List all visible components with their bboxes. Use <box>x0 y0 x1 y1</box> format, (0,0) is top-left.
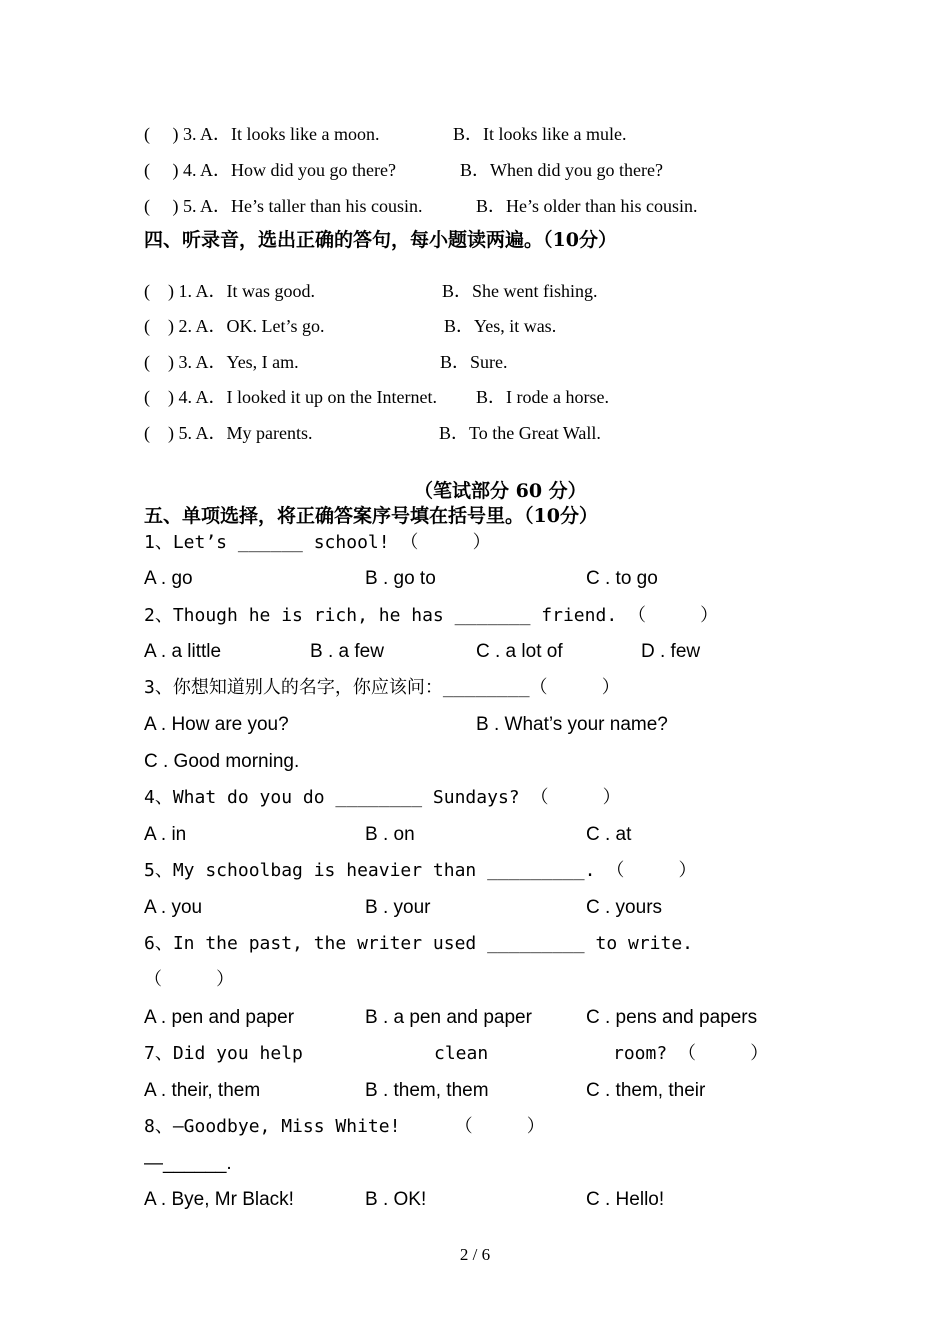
question-4-4-option-b: B．I rode a horse. <box>476 387 609 407</box>
question-5-3-stem: 3、你想知道别人的名字，你应该问：________（ ） <box>144 677 620 698</box>
question-5-6-answer-bracket: （ ） <box>144 969 235 990</box>
question-3-5-option-b: B．He’s older than his cousin. <box>476 196 698 216</box>
question-5-2-option-b: B . a few <box>310 641 384 662</box>
question-4-1-stem: ( ) 1. A．It was good. <box>144 281 315 301</box>
question-5-7-stem-part3: room? （ ） <box>613 1043 769 1064</box>
question-4-5-option-b: B．To the Great Wall. <box>439 423 601 443</box>
question-4-2-stem: ( ) 2. A．OK. Let’s go. <box>144 316 325 336</box>
section-5-title: 五、单项选择，将正确答案序号填在括号里。（10分） <box>144 505 598 527</box>
question-5-1-stem: 1、Let’s ______ school! （ ） <box>144 532 491 553</box>
question-5-7-option-b: B . them, them <box>365 1080 489 1101</box>
question-5-4-option-a: A . in <box>144 824 187 845</box>
section-4-title: 四、听录音，选出正确的答句，每小题读两遍。（10分） <box>144 229 617 251</box>
question-5-1-option-a: A . go <box>144 568 193 589</box>
question-5-6-option-c: C . pens and papers <box>586 1007 758 1028</box>
question-5-7-stem-part2: clean <box>434 1043 489 1064</box>
question-5-4-stem: 4、What do you do ________ Sundays? （ ） <box>144 787 621 808</box>
question-4-3-option-b: B．Sure. <box>440 352 508 372</box>
question-5-8-option-c: C . Hello! <box>586 1189 665 1210</box>
question-4-3-stem: ( ) 3. A．Yes, I am. <box>144 352 299 372</box>
question-5-5-option-b: B . your <box>365 897 431 918</box>
question-5-1-option-c: C . to go <box>586 568 658 589</box>
question-5-8-option-b: B . OK! <box>365 1189 427 1210</box>
question-5-6-option-b: B . a pen and paper <box>365 1007 532 1028</box>
question-4-2-option-b: B．Yes, it was. <box>444 316 557 336</box>
question-5-5-option-c: C . yours <box>586 897 663 918</box>
question-5-5-stem: 5、My schoolbag is heavier than _________. （ ） <box>144 860 697 881</box>
page-number: 2 / 6 <box>459 1245 491 1264</box>
question-5-2-option-d: D . few <box>641 641 701 662</box>
question-4-5-stem: ( ) 5. A．My parents. <box>144 423 313 443</box>
question-3-5-stem: ( ) 5. A．He’s taller than his cousin. <box>144 196 423 216</box>
question-3-4-stem: ( ) 4. A．How did you go there? <box>144 160 396 180</box>
question-3-3-option-b: B．It looks like a mule. <box>453 124 627 144</box>
question-5-8-reply-blank: —______. <box>144 1153 232 1174</box>
written-part-heading: （笔试部分 60 分） <box>414 480 587 502</box>
question-5-7-stem-part1: 7、Did you help <box>144 1043 303 1064</box>
question-4-4-stem: ( ) 4. A．I looked it up on the Internet. <box>144 387 437 407</box>
question-5-8-stem: 8、—Goodbye, Miss White! （ ） <box>144 1116 545 1137</box>
question-5-4-option-c: C . at <box>586 824 632 845</box>
question-5-7-option-c: C . them, their <box>586 1080 706 1101</box>
question-5-2-option-a: A . a little <box>144 641 222 662</box>
question-3-4-option-b: B．When did you go there? <box>460 160 663 180</box>
question-3-3-stem: ( ) 3. A．It looks like a moon. <box>144 124 380 144</box>
question-5-7-option-a: A . their, them <box>144 1080 261 1101</box>
question-5-6-stem: 6、In the past, the writer used _________ to write. <box>144 933 694 954</box>
question-5-5-option-a: A . you <box>144 897 203 918</box>
question-5-8-option-a: A . Bye, Mr Black! <box>144 1189 294 1210</box>
question-5-1-option-b: B . go to <box>365 568 436 589</box>
question-5-6-option-a: A . pen and paper <box>144 1007 295 1028</box>
question-5-4-option-b: B . on <box>365 824 415 845</box>
question-5-2-stem: 2、Though he is rich, he has _______ friend. （ ） <box>144 605 719 626</box>
question-5-2-option-c: C . a lot of <box>476 641 563 662</box>
question-4-1-option-b: B．She went fishing. <box>442 281 598 301</box>
question-5-3-option-a: A . How are you? <box>144 714 289 735</box>
question-5-3-option-b: B . What’s your name? <box>476 714 668 735</box>
question-5-3-option-c: C . Good morning. <box>144 751 300 772</box>
